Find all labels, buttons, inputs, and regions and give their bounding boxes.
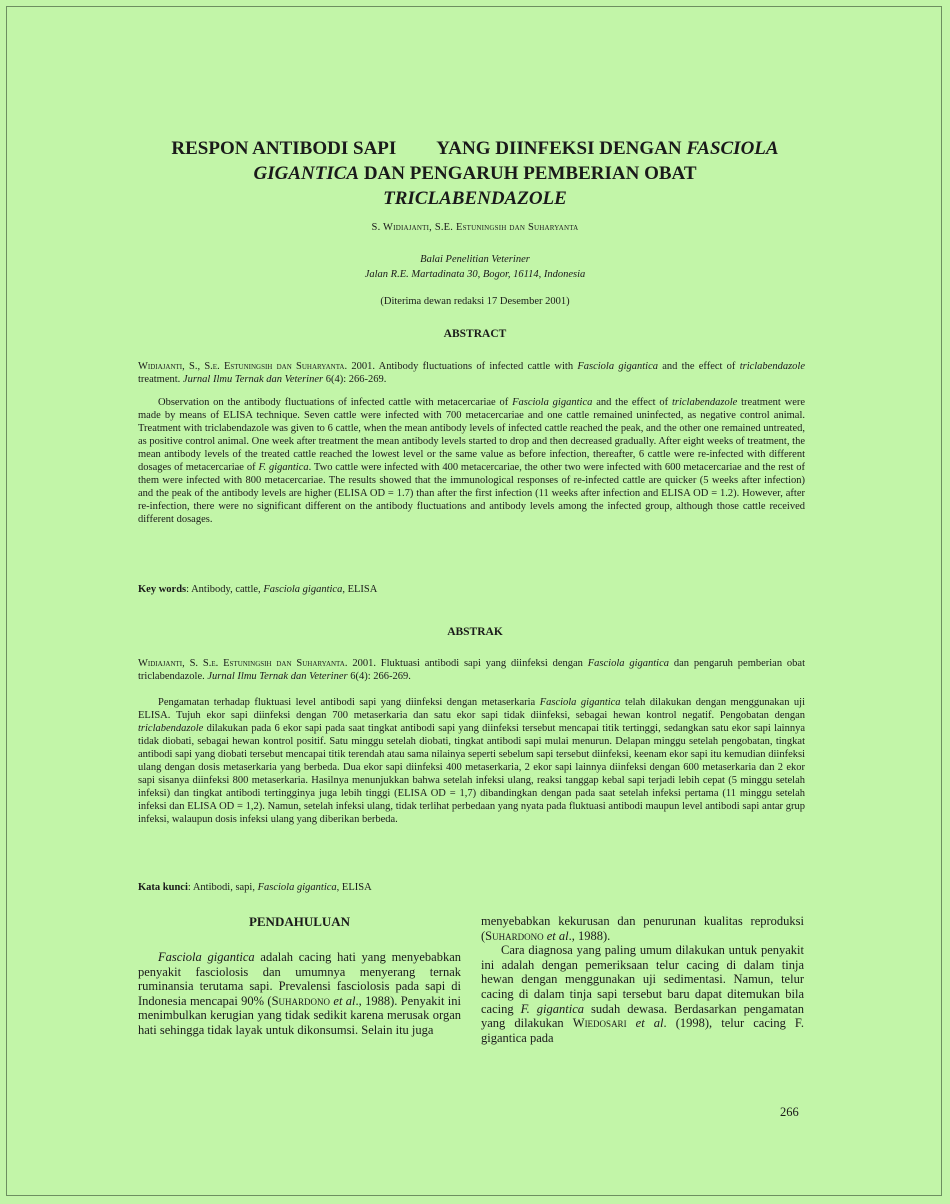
abstrak-cite-journal: Jurnal Ilmu Ternak dan Veteriner: [207, 671, 348, 682]
title-line2-b: DAN PENGARUH PEMBERIAN OBAT: [359, 163, 697, 184]
title-line1-a: RESPON ANTIBODI SAPI: [171, 138, 397, 159]
abstrak-heading: ABSTRAK: [447, 626, 503, 638]
abstrak-body: [138, 696, 805, 826]
author-list: S. Widiajanti, S.E. Estuningsih dan Suharyanta: [371, 222, 579, 233]
abstract-cite-authors: Widiajanti, S., S.e. Estuningsih dan Suharyanta: [138, 361, 345, 372]
abstract-body-c: treatment were made by means of ELISA technique. Seven cattle were infected with 700 metacercariae and one cattle remained uninfected, as negative control animal. Treatment with triclabendazole was given to 6 cattle, when the mean antibody levels of infected cattle reached the peak, and the other one remained untreated, as positive control animal. One week after treatment the mean antibody levels started to drop and then decreased gradually. After eight weeks of treatment, the mean antibody levels of the treated cattle reached the lowest level or the same value as before infection, thereafter, 6 cattle were re-infected with different dosages of metacercariae of: [138, 397, 806, 473]
abstract-cite-species: Fasciola gigantica: [577, 361, 658, 372]
institution-name: Balai Penelitian Veteriner: [420, 254, 530, 265]
abstract-cite-text-a: . 2001. Antibody fluctuations of infected cattle with: [344, 361, 578, 372]
abstrak-cite-text-c: 6(4): 266-269.: [347, 671, 411, 682]
abstract-keywords: [138, 584, 805, 595]
abstrak-body-a: Pengamatan terhadap fluktuasi level antibodi sapi yang diinfeksi dengan metaserkaria: [158, 697, 540, 708]
abstract-cite-journal: Jurnal Ilmu Ternak dan Veteriner: [182, 374, 324, 385]
intro-p1-a: adalah cacing hati yang menyebabkan penyakit fasciolosis dan umumnya menyerang ternak ruminansia terutama sapi. Prevalensi fasciolosis pada sapi di Indonesia mencapai 90% (: [138, 950, 461, 1008]
intro-p2-ref: Wiedosari: [572, 1016, 627, 1031]
intro-p1-b: ., 1988). Penyakit ini menimbulkan kerugian yang tidak sedikit karena merusak organ hati sehingga tidak layak untuk dikonsumsi. Selain itu juga: [138, 993, 461, 1037]
abstract-body-a: Observation on the antibody fluctuations of infected cattle with metacercariae of: [158, 397, 513, 408]
keywords-a: : Antibody, cattle,: [186, 584, 264, 595]
keywords-species: Fasciola gigantica: [263, 584, 343, 595]
kata-kunci-b: , ELISA: [336, 882, 372, 893]
abstract-cite-drug: triclabendazole: [739, 361, 806, 372]
title-line2-a: GIGANTICA: [253, 163, 360, 184]
institution-address: Jalan R.E. Martadinata 30, Bogor, 16114, Indonesia: [364, 269, 586, 280]
abstract-body-b: and the effect of: [592, 397, 672, 408]
intro-p2-b: sudah dewasa. Berdasarkan pengamatan yang dilakukan: [481, 1001, 805, 1031]
abstrak-body-b: telah dilakukan dengan menggunakan uji ELISA. Tujuh ekor sapi diinfeksi dengan 700 metaserkaria dan satu ekor sapi tidak diinfeksi, sebagai hewan kontrol negatif. Pengobatan dengan: [138, 697, 805, 721]
page-number: 266: [780, 1105, 799, 1119]
kata-kunci-species: Fasciola gigantica: [257, 882, 337, 893]
kata-kunci-label: Kata kunci: [138, 882, 188, 893]
intro-p2-species: F. gigantica: [520, 1001, 585, 1016]
abstrak-citation: [138, 657, 805, 683]
keywords-b: , ELISA: [342, 584, 378, 595]
abstract-body: [138, 396, 805, 526]
abstrak-body-species: Fasciola gigantica: [539, 697, 621, 708]
intro-p1-cont-a: menyebabkan kekurusan dan penurunan kualitas reproduksi (: [481, 914, 804, 943]
title-line3: TRICLABENDAZOLE: [383, 188, 567, 209]
intro-p1-species: Fasciola gigantica: [158, 950, 255, 964]
intro-p2-etal: et al: [635, 1016, 664, 1031]
abstract-body-d: . Two cattle were infected with 400 metacercariae, the other two were infected with 600 metacercariae and the rest of them were infected with 800 metacercariae. The results showed that the immunological responses of re-infected cattle are quicker (5 weeks after infection) and the peak of the antibody levels are higher (ELISA OD = 1.7) than after the first infection (11 weeks after infection and ELISA OD = 1.2). However, after re-infection, there were no significant different on the antibody fluctuations and antibody levels among the infected group, although those cattle received different dosages.: [138, 462, 806, 525]
abstrak-cite-text-b: dan pengaruh pemberian obat triclabendazole.: [138, 658, 806, 682]
abstrak-body-drug: triclabendazole: [138, 723, 204, 734]
title-line1-b: YANG DIINFEKSI DENGAN: [436, 138, 687, 159]
received-date: (Diterima dewan redaksi 17 Desember 2001): [380, 296, 570, 307]
title-line1-c: FASCIOLA: [686, 138, 779, 159]
keywords-label: Key words: [138, 584, 187, 595]
abstrak-cite-authors: Widiajanti, S. S.e. Estuningsih dan Suharyanta: [138, 658, 345, 669]
abstract-cite-text-c: treatment.: [138, 374, 183, 385]
intro-left-column: [138, 950, 461, 1038]
abstract-cite-text-b: and the effect of: [658, 361, 740, 372]
abstrak-cite-text-a: . 2001. Fluktuasi antibodi sapi yang diinfeksi dengan: [344, 658, 588, 669]
intro-p1-cont-etal: et al: [546, 928, 569, 943]
abstract-cite-text-d: 6(4): 266-269.: [323, 374, 387, 385]
abstrak-keywords: [138, 882, 805, 893]
intro-p1-cont-b: ., 1988).: [568, 928, 611, 943]
intro-p2-c: . (1998), telur cacing F. gigantica pada: [481, 1016, 804, 1045]
abstract-citation: [138, 360, 805, 386]
intro-p1-etal: et al: [333, 993, 356, 1008]
kata-kunci-a: : Antibodi, sapi,: [187, 882, 258, 893]
abstrak-body-c: dilakukan pada 6 ekor sapi pada saat tingkat antibodi sapi yang diinfeksi tersebut mencapai titik tertinggi, sedangkan satu ekor sapi lainnya tidak diobati, sebagai hewan kontrol positif. Satu minggu setelah diobati, tingkat antibodi sapi mulai menurun. Delapan minggu setelah pengobatan, tingkat antibodi sapi yang diobati tersebut mencapai titik terendah atau sama nilainya seperti sebelum sapi tersebut diinfeksi, keenam ekor sapi itu kemudian diinfeksi ulang dengan dosis metaserkaria yang berbeda. Dua ekor sapi diinfeksi 400 metaserkaria, 2 ekor sapi lainnya diinfeksi dengan 600 metaserkaria dan 2 ekor sapi sisanya diinfeksi 800 metaserkaria. Hasilnya menunjukkan bahwa setelah infeksi ulang, reaksi tanggap kebal sapi terjadi lebih cepat (5 minggu setelah infeksi) dan tingkat antibodi tertingginya juga lebih tinggi (ELISA OD = 1,7) dibandingkan dengan pada saat setelah infeksi pertama (11 minggu setelah infeksi dan ELISA OD = 1,2). Namun, setelah infeksi ulang, tidak terlihat perbedaan yang nyata pada fluktuasi antibodi maupun level antibodi sapi antar grup infeksi, walaupun dosis infeksi ulang yang diberikan berbeda.: [138, 723, 805, 825]
abstract-body-species2: F. gigantica: [258, 462, 309, 473]
intro-p2-a: Cara diagnosa yang paling umum dilakukan untuk penyakit ini adalah dengan pemeriksaan telur cacing di dalam tinja hewan dengan menggunakan uji sedimentasi. Namun, telur cacing di dalam tinja sapi tersebut baru dapat ditemukan bila cacing: [481, 943, 804, 1016]
abstract-heading: ABSTRACT: [443, 328, 507, 340]
abstrak-cite-species: Fasciola gigantica: [587, 658, 670, 669]
intro-right-column: [481, 914, 804, 1045]
intro-p1-cont-ref: Suhardono: [485, 928, 544, 943]
institution: [0, 252, 950, 282]
intro-p1-ref: Suhardono: [271, 993, 331, 1008]
article-title: [100, 136, 850, 211]
abstract-body-species: Fasciola gigantica: [512, 397, 593, 408]
abstract-body-drug: triclabendazole: [671, 397, 738, 408]
intro-heading: PENDAHULUAN: [248, 914, 351, 929]
